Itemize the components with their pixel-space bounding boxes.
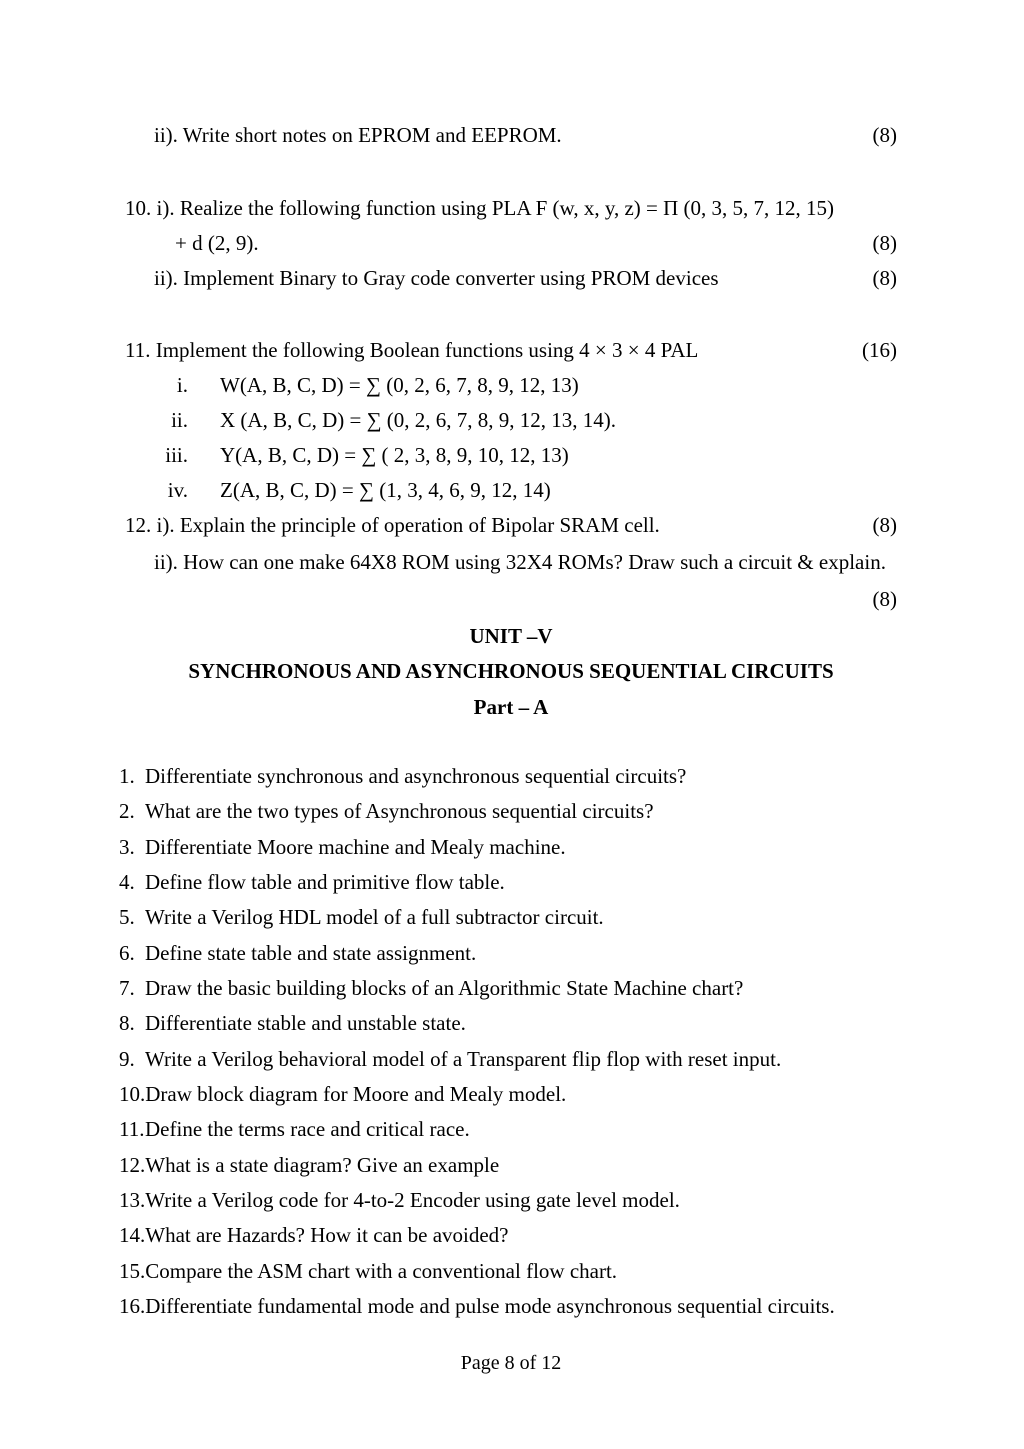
question-11-subitem-list <box>125 368 897 508</box>
question-11-stem-marks: (16) <box>862 338 897 362</box>
question-10ii-marks: (8) <box>872 266 897 290</box>
question-number: 7. <box>119 976 135 1001</box>
question-9ii-row <box>125 118 897 153</box>
question-text: Write a Verilog HDL model of a full subtractor circuit. <box>145 905 604 930</box>
part-a-question-item <box>119 1042 897 1077</box>
question-number: 14. <box>119 1223 146 1248</box>
part-a-question-item <box>119 830 897 865</box>
question-number: 12. <box>119 1152 146 1177</box>
question-12ii-marks-row <box>125 582 897 617</box>
question-11-stem-text: 11. Implement the following Boolean functions using 4 × 3 × 4 PAL <box>125 338 699 362</box>
question-text: Define state table and state assignment. <box>145 940 477 965</box>
subitem-roman-label: i. <box>176 373 188 397</box>
question-10ii-text: ii). Implement Binary to Gray code converter using PROM devices <box>154 266 719 290</box>
question-10-line1-row <box>125 191 897 226</box>
question-12ii-marks: (8) <box>872 587 897 611</box>
question-11-subitem <box>125 473 897 508</box>
question-text: Draw the basic building blocks of an Algorithmic State Machine chart? <box>145 976 744 1001</box>
part-a-question-item <box>119 971 897 1006</box>
question-11-subitem <box>125 368 897 403</box>
question-12i-marks: (8) <box>872 513 897 537</box>
subitem-roman-label: iii. <box>165 443 188 467</box>
unit-subtitle: SYNCHRONOUS AND ASYNCHRONOUS SEQUENTIAL CIRCUITS <box>188 659 834 683</box>
subitem-function-text: W(A, B, C, D) = ∑ (0, 2, 6, 7, 8, 9, 12, 13) <box>220 373 579 397</box>
question-number: 11. <box>119 1117 145 1142</box>
question-9ii-text: ii). Write short notes on EPROM and EEPROM. <box>154 123 562 147</box>
question-text: Differentiate synchronous and asynchronous sequential circuits? <box>145 764 687 788</box>
question-10ii-row <box>125 261 897 296</box>
question-text: Differentiate fundamental mode and pulse mode asynchronous sequential circuits. <box>145 1294 835 1319</box>
subitem-function-text: Y(A, B, C, D) = ∑ ( 2, 3, 8, 9, 10, 12, 13) <box>220 443 569 467</box>
question-9ii-marks: (8) <box>872 123 897 147</box>
question-10-line1-text: 10. i). Realize the following function using PLA F (w, x, y, z) = Π (0, 3, 5, 7, 12, 15) <box>125 196 835 220</box>
question-number: 4. <box>119 870 135 895</box>
part-a-question-item <box>119 1077 897 1112</box>
part-a-question-item <box>119 1218 897 1253</box>
question-12ii-row <box>125 545 897 580</box>
question-text: Define flow table and primitive flow table. <box>145 870 505 895</box>
question-number: 10. <box>119 1082 146 1107</box>
part-a-question-item <box>119 1006 897 1041</box>
part-a-question-item <box>119 794 897 829</box>
question-number: 5. <box>119 905 135 930</box>
subitem-roman-label: iv. <box>167 478 188 502</box>
question-12i-text: 12. i). Explain the principle of operation of Bipolar SRAM cell. <box>125 513 660 537</box>
part-a-question-list <box>119 759 897 1324</box>
part-a-question-item <box>119 1183 897 1218</box>
question-text: Differentiate Moore machine and Mealy machine. <box>145 834 566 859</box>
question-number: 3. <box>119 834 135 859</box>
part-a-question-item <box>119 865 897 900</box>
question-11-subitem <box>125 438 897 473</box>
question-number: 13. <box>119 1188 146 1213</box>
subitem-function-text: X (A, B, C, D) = ∑ (0, 2, 6, 7, 8, 9, 12, 13, 14). <box>220 408 617 432</box>
subitem-roman-label: ii. <box>171 408 188 432</box>
question-number: 8. <box>119 1011 135 1036</box>
question-10-line2-row <box>125 226 897 261</box>
question-10-line2-text: + d (2, 9). <box>175 231 259 255</box>
question-number: 6. <box>119 940 135 965</box>
part-a-question-item <box>119 1112 897 1147</box>
question-number: 9. <box>119 1046 135 1071</box>
part-a-question-item <box>119 936 897 971</box>
question-text: Draw block diagram for Moore and Mealy model. <box>145 1082 567 1107</box>
question-12i-row <box>125 508 897 543</box>
question-text: Differentiate stable and unstable state. <box>145 1011 466 1036</box>
question-text: What are the two types of Asynchronous sequential circuits? <box>145 799 654 824</box>
question-number: 15. <box>119 1258 146 1283</box>
question-text: Compare the ASM chart with a conventional flow chart. <box>145 1258 618 1283</box>
question-text: Define the terms race and critical race. <box>145 1117 470 1142</box>
question-number: 16. <box>119 1294 146 1319</box>
part-a-question-item <box>119 1289 897 1324</box>
question-number: 1. <box>119 764 135 788</box>
question-text: What are Hazards? How it can be avoided? <box>145 1223 509 1248</box>
question-11-subitem <box>125 403 897 438</box>
part-a-question-item <box>119 900 897 935</box>
question-text: What is a state diagram? Give an example <box>145 1152 500 1177</box>
page-number: Page 8 of 12 <box>460 1352 562 1375</box>
part-a-question-item <box>119 759 897 794</box>
part-a-question-item <box>119 1148 897 1183</box>
question-text: Write a Verilog behavioral model of a Transparent flip flop with reset input. <box>145 1046 782 1071</box>
question-text: Write a Verilog code for 4-to-2 Encoder using gate level model. <box>145 1188 680 1213</box>
question-11-stem-row <box>125 333 897 368</box>
part-a-question-item <box>119 1254 897 1289</box>
part-a-heading: Part – A <box>473 695 549 719</box>
question-number: 2. <box>119 799 135 824</box>
unit-title: UNIT –V <box>469 624 553 648</box>
question-12ii-text: ii). How can one make 64X8 ROM using 32X4 ROMs? Draw such a circuit & explain. <box>154 550 886 574</box>
subitem-function-text: Z(A, B, C, D) = ∑ (1, 3, 4, 6, 9, 12, 14) <box>220 478 551 502</box>
question-10-line2-marks: (8) <box>872 231 897 255</box>
